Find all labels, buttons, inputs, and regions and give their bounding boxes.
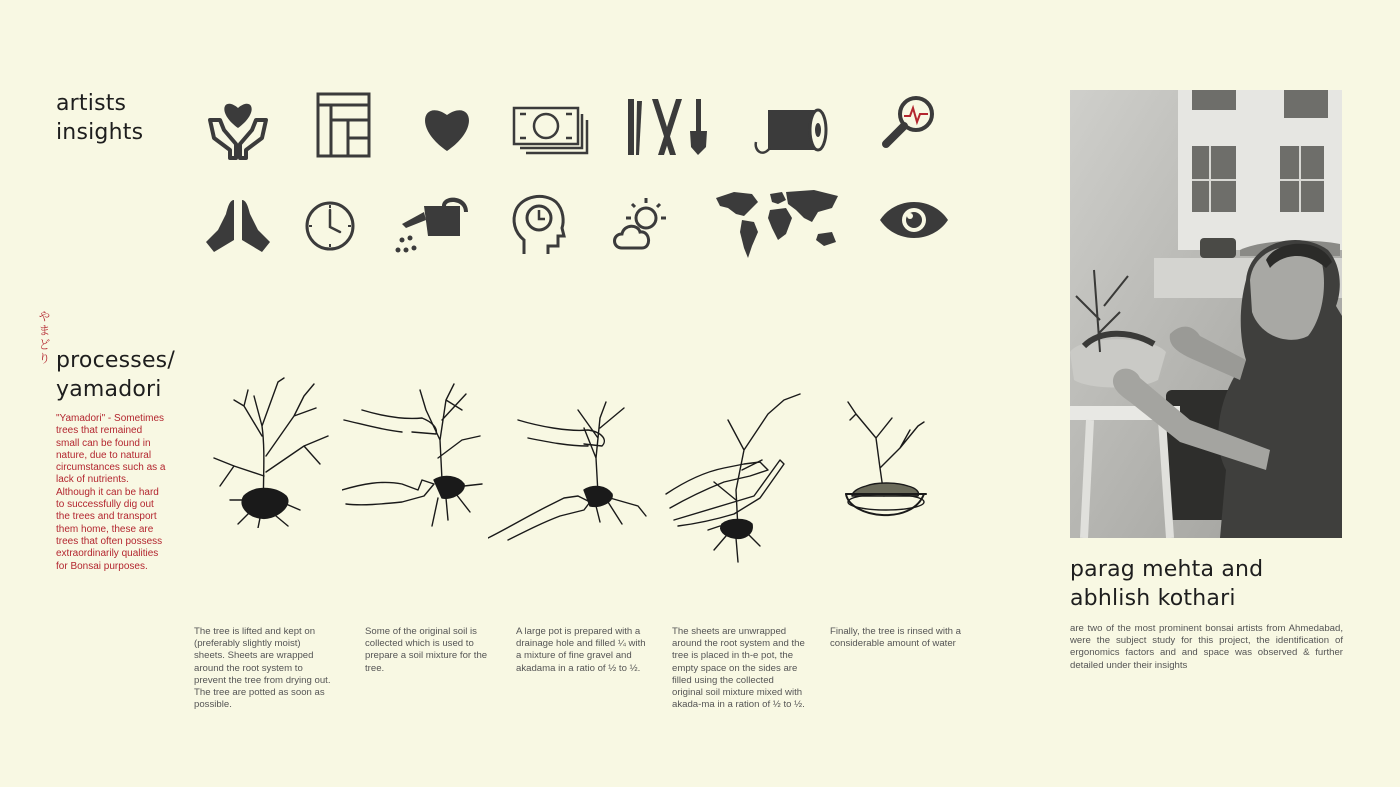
artists-insights-line-2: insights	[56, 120, 144, 145]
process-step-1: The tree is lifted and kept on (preferably slightly moist) sheets. Sheets are wrapped around the root system to prevent the tree from drying out. The tree are potted as soon as possible.	[194, 626, 331, 711]
artists-photo	[1070, 90, 1342, 538]
grid-layout-icon	[316, 92, 371, 158]
world-map-icon	[714, 188, 842, 260]
clock-icon	[304, 200, 356, 252]
artists-names-line-1: parag mehta and	[1070, 557, 1264, 582]
garden-tools-icon	[626, 97, 712, 157]
process-step-5: Finally, the tree is rinsed with a considerable amount of water	[830, 626, 961, 650]
magnifier-pulse-icon	[880, 94, 938, 152]
process-step-4: The sheets are unwrapped around the root system and the tree is placed in th-e pot, the empty space on the sides are filled using the collected original soil mixture mixed with akada-ma in a ration of ½ to ½.	[672, 626, 805, 711]
praying-hands-icon	[204, 196, 272, 254]
sun-cloud-icon	[612, 196, 672, 252]
eye-icon	[878, 200, 950, 240]
wire-spool-icon	[752, 106, 828, 162]
process-sketch-lift-tree	[204, 376, 334, 528]
heart-hands-icon	[206, 98, 270, 160]
process-sketch-rinse	[836, 398, 932, 532]
head-clock-icon	[510, 192, 566, 256]
process-sketch-collect-soil	[342, 380, 490, 530]
processes-line-1: processes/	[56, 348, 175, 373]
artists-names-line-2: abhlish kothari	[1070, 586, 1236, 611]
process-sketch-prepare-pot	[488, 398, 648, 548]
process-step-2: Some of the original soil is collected which is used to prepare a soil mixture for the tree.	[365, 626, 488, 674]
process-sketch-place-tree	[664, 390, 824, 566]
money-icon	[512, 104, 590, 156]
artists-insights-line-1: artists	[56, 91, 127, 116]
processes-line-2: yamadori	[56, 377, 162, 402]
yamadori-description: "Yamadori" - Sometimes trees that remained small can be found in nature, due to natural circumstances such as a lack of nutrients. Although it can be hard to successfully dig out the trees and transport them home, these are trees that often possess extraordinarily qualities for Bonsai purposes.	[56, 413, 166, 572]
artists-insights-title	[56, 89, 143, 147]
watering-can-icon	[394, 192, 470, 258]
processes-title	[56, 346, 175, 404]
heart-icon	[420, 105, 474, 153]
artists-description: are two of the most prominent bonsai artists from Ahmedabad, were the subject study for this project, the identification of ergonomics factors and and space was observed & further detailed under their insights	[1070, 623, 1343, 671]
process-step-3: A large pot is prepared with a drainage hole and filled ¼ with a mixture of fine gravel and akadama in a ratio of ½ to ½.	[516, 626, 646, 674]
artists-names-title	[1070, 555, 1263, 613]
yamadori-japanese-label: やまどり	[37, 310, 51, 366]
